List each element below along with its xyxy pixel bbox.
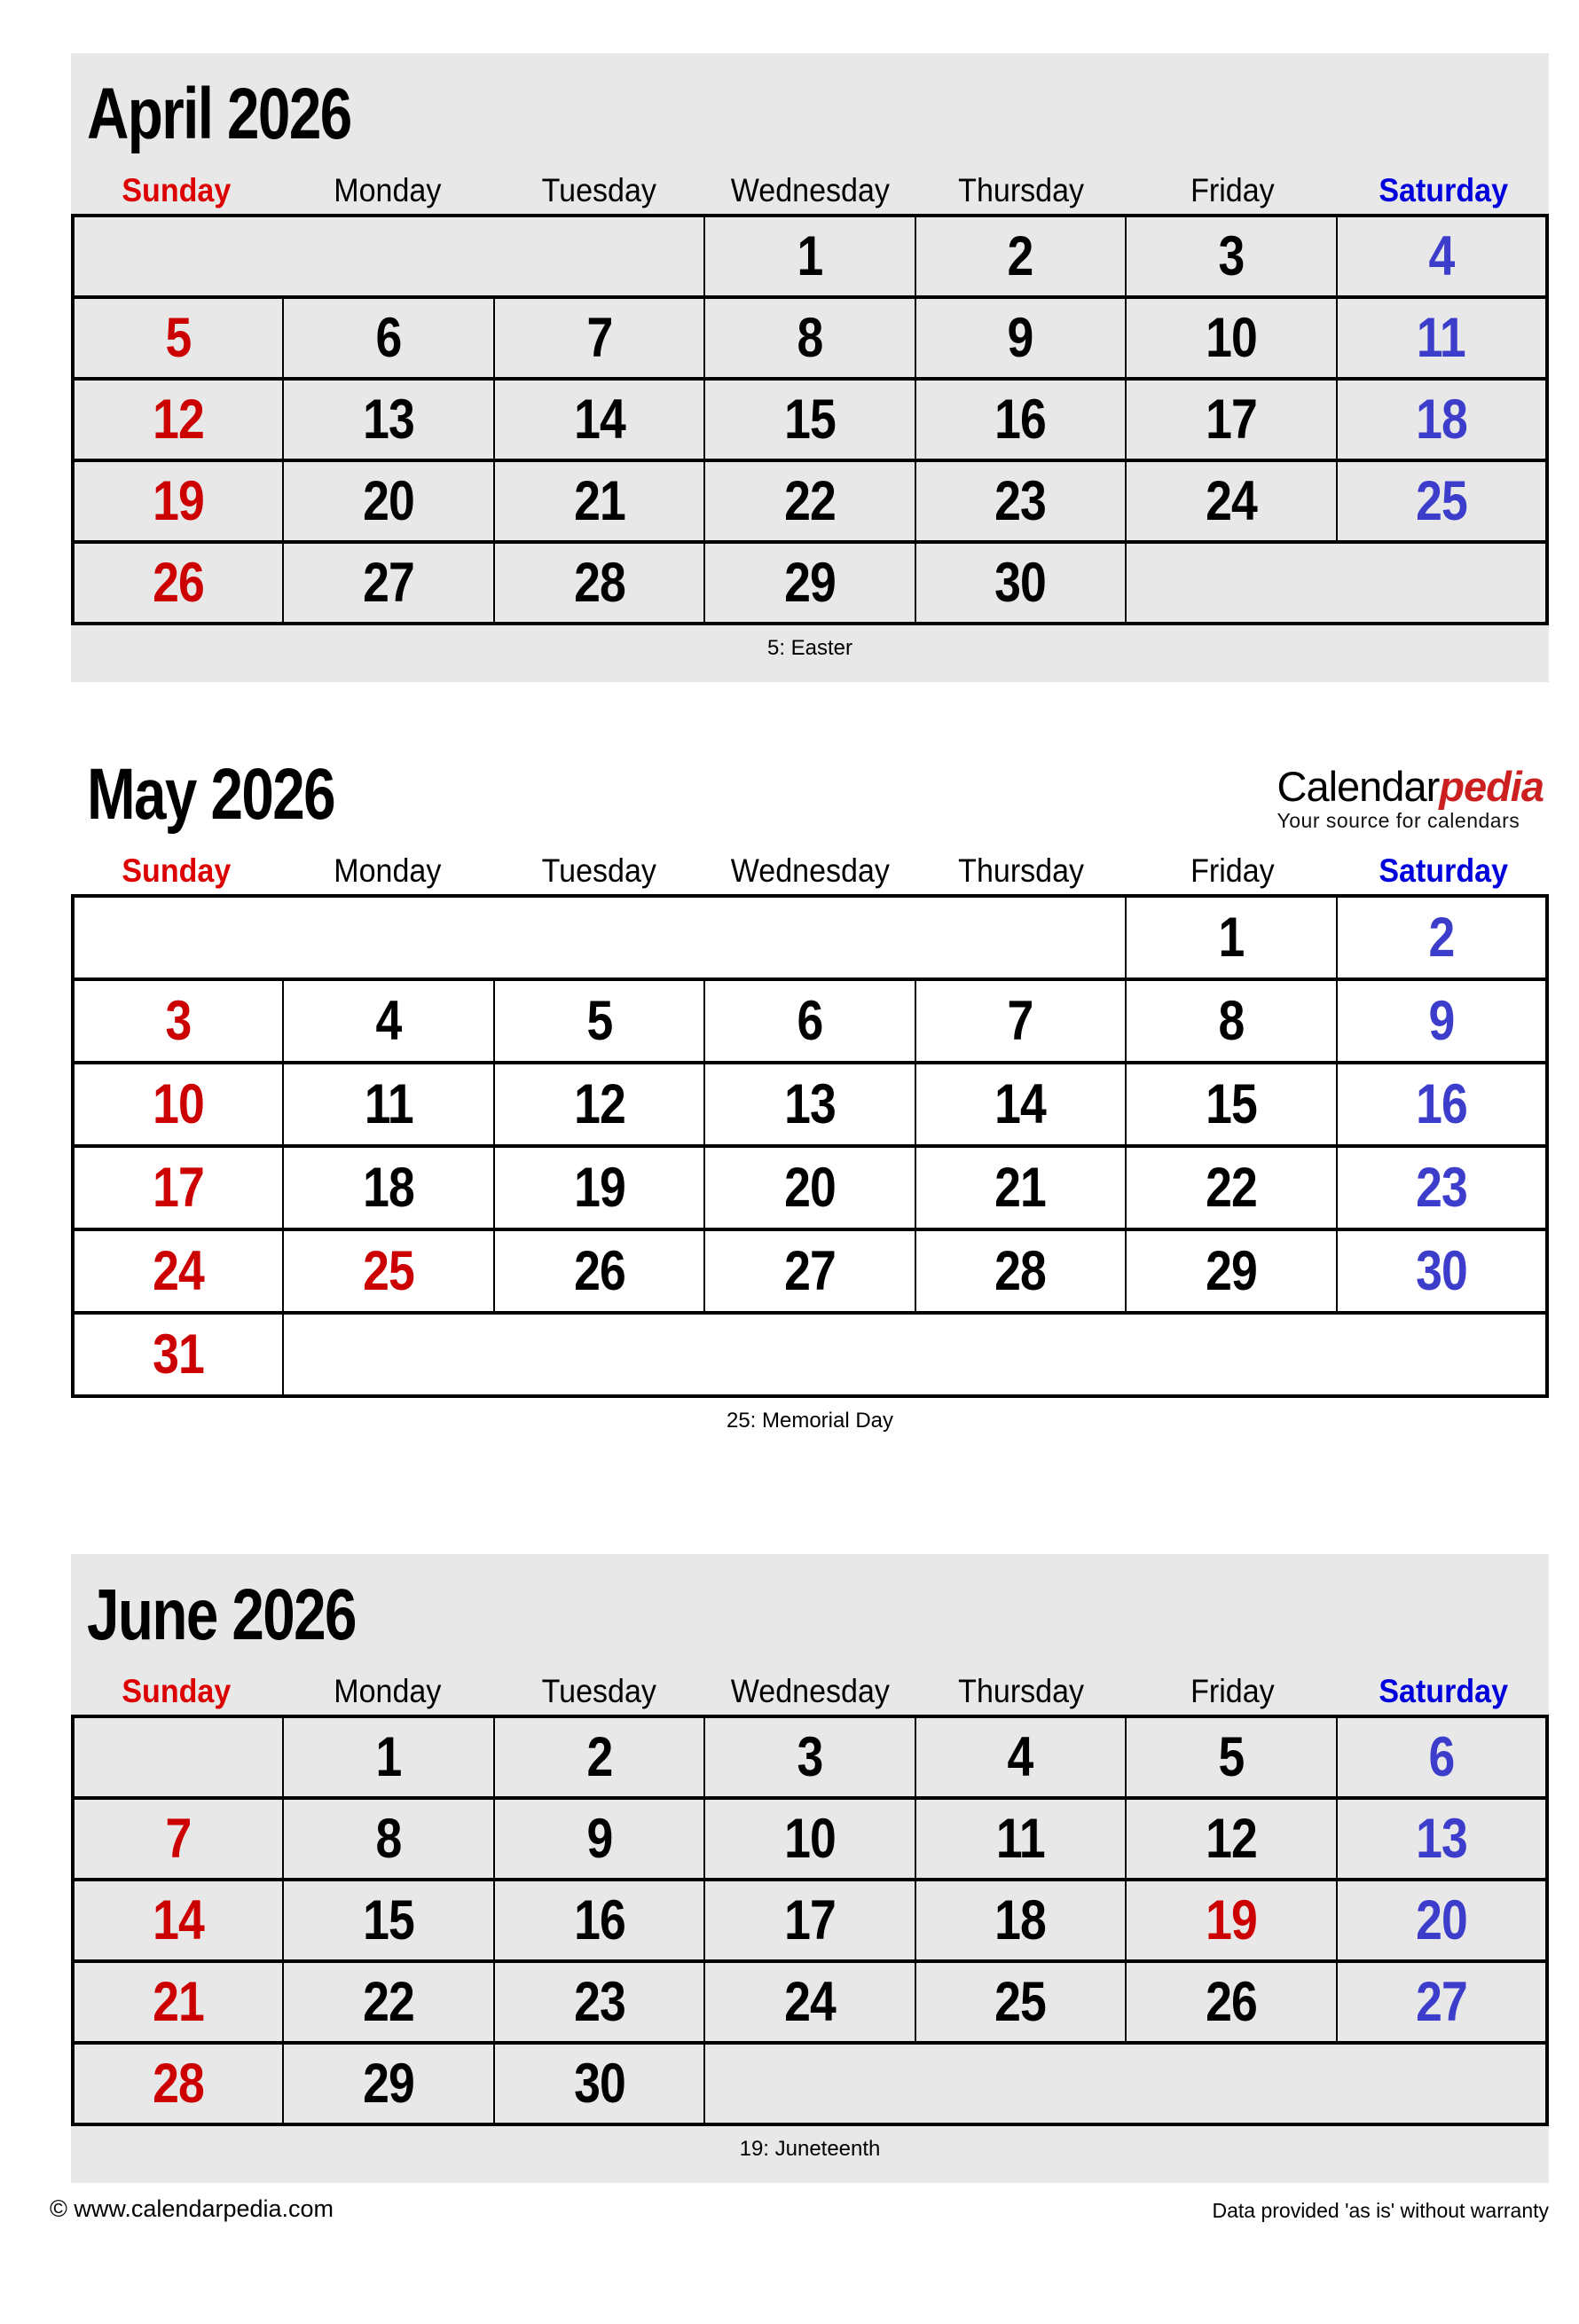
calendar-week-row [73,1146,1547,1229]
day-number: 17 [1205,388,1257,451]
calendar-day-cell [1337,1716,1547,1798]
calendar-day-cell [73,460,283,542]
calendar-week-row [73,1063,1547,1146]
calendar-day-cell [704,979,915,1063]
calendar-day-cell [73,1798,283,1880]
day-number: 12 [573,1072,625,1135]
calendar-day-cell [283,1961,493,2043]
calendar-day-cell [283,379,493,460]
page-footer [50,2195,1549,2223]
weekday-header-thursday: Thursday [958,852,1084,890]
calendar-day-cell [494,1716,704,1798]
calendar-day-cell [915,1880,1126,1961]
calendar-day-cell [73,1313,283,1396]
calendar-day-cell [915,979,1126,1063]
calendar-week-row [73,379,1547,460]
calendar-day-cell [1337,1961,1547,2043]
weekday-header-tuesday: Tuesday [541,1673,656,1710]
day-number: 31 [153,1323,205,1386]
day-number: 28 [573,551,625,614]
day-number: 20 [363,469,415,532]
calendar-day-cell [1337,1229,1547,1313]
empty-cell [73,896,1126,979]
weekday-header-thursday: Thursday [958,172,1084,209]
day-number: 9 [1428,989,1455,1052]
month-title-april: April 2026 [87,74,351,154]
holiday-note-may: 25: Memorial Day [726,1409,894,1433]
calendar-day-cell [704,1063,915,1146]
day-number: 1 [375,1725,402,1788]
calendar-day-cell [494,297,704,379]
day-number: 24 [153,1239,205,1302]
calendar-day-cell [283,542,493,624]
calendar-day-cell [73,297,283,379]
calendar-day-cell [915,1961,1126,2043]
weekday-header-saturday: Saturday [1379,1673,1508,1710]
weekday-header-row [71,174,1549,214]
day-number: 30 [994,551,1047,614]
day-number: 21 [153,1970,205,2033]
weekday-header-tuesday: Tuesday [541,852,656,890]
calendar-day-cell [73,1229,283,1313]
day-number: 8 [1218,989,1245,1052]
calendar-week-row [73,1880,1547,1961]
day-number: 18 [994,1888,1047,1951]
day-number: 14 [153,1888,205,1951]
day-number: 17 [153,1156,205,1219]
calendar-day-cell [494,1063,704,1146]
calendar-day-cell [73,2043,283,2124]
day-number: 10 [1205,306,1257,369]
day-number: 13 [784,1072,836,1135]
day-number: 11 [1417,306,1466,369]
day-number: 26 [153,551,205,614]
calendar-week-row [73,1716,1547,1798]
calendar-day-cell [1126,1716,1336,1798]
calendar-day-cell [1337,1880,1547,1961]
day-number: 27 [784,1239,836,1302]
day-number: 19 [153,469,205,532]
calendar-day-cell [915,216,1126,297]
calendar-day-cell [283,2043,493,2124]
day-number: 6 [1428,1725,1455,1788]
day-number: 2 [586,1725,613,1788]
calendar-grid-june [71,1715,1549,2126]
calendar-day-cell [1126,1229,1336,1313]
calendar-grid-april [71,214,1549,625]
calendar-day-cell [1337,1798,1547,1880]
calendar-day-cell [73,1961,283,2043]
month-panel-april [71,53,1549,682]
day-number: 23 [573,1970,625,2033]
month-panel-may [71,734,1549,1455]
day-number: 5 [1218,1725,1245,1788]
month-title-may: May 2026 [87,754,334,836]
day-number: 9 [586,1807,613,1870]
day-number: 28 [994,1239,1047,1302]
calendar-day-cell [1337,297,1547,379]
calendar-day-cell [1126,979,1336,1063]
day-number: 13 [1415,1807,1467,1870]
calendar-day-cell [494,1880,704,1961]
calendar-day-cell [704,460,915,542]
weekday-header-wednesday: Wednesday [730,1673,890,1710]
calendar-day-cell [1126,1961,1336,2043]
calendar-day-cell [1126,896,1336,979]
calendar-day-cell [704,542,915,624]
day-number: 16 [1415,1072,1467,1135]
calendar-day-cell [915,1229,1126,1313]
day-number: 28 [153,2052,205,2115]
day-number: 25 [363,1239,415,1302]
logo-tagline: Your source for calendars [1277,809,1520,833]
calendar-day-cell [283,1716,493,1798]
empty-cell [73,1716,283,1798]
calendar-day-cell [915,379,1126,460]
day-number: 29 [1205,1239,1257,1302]
day-number: 7 [1007,989,1033,1052]
day-number: 15 [363,1888,415,1951]
day-number: 29 [784,551,836,614]
day-number: 25 [994,1970,1047,2033]
weekday-header-friday: Friday [1190,172,1275,209]
calendar-day-cell [73,1146,283,1229]
calendar-day-cell [704,379,915,460]
day-number: 24 [784,1970,836,2033]
weekday-header-sunday: Sunday [122,172,232,209]
logo-wordmark: Calendarpedia [1277,763,1544,811]
calendar-day-cell [73,379,283,460]
calendar-day-cell [283,1880,493,1961]
calendar-day-cell [704,1880,915,1961]
month-title-june: June 2026 [87,1574,356,1656]
day-number: 2 [1007,224,1033,287]
day-number: 23 [994,469,1047,532]
calendar-week-row [73,979,1547,1063]
weekday-header-tuesday: Tuesday [541,172,656,209]
calendar-day-cell [1337,216,1547,297]
weekday-header-monday: Monday [334,852,442,890]
day-number: 16 [573,1888,625,1951]
calendar-day-cell [283,1229,493,1313]
weekday-header-wednesday: Wednesday [730,852,890,890]
weekday-header-monday: Monday [334,1673,442,1710]
day-number: 29 [363,2052,415,2115]
calendar-day-cell [704,1961,915,2043]
calendar-day-cell [494,1146,704,1229]
calendar-day-cell [1126,297,1336,379]
day-number: 14 [573,388,625,451]
day-number: 8 [797,306,823,369]
calendar-week-row [73,2043,1547,2124]
calendar-day-cell [915,1716,1126,1798]
footer-copyright-link[interactable]: © www.calendarpedia.com [50,2195,334,2223]
calendar-day-cell [73,1880,283,1961]
day-number: 10 [784,1807,836,1870]
day-number: 15 [784,388,836,451]
calendar-day-cell [1126,460,1336,542]
calendar-week-row [73,297,1547,379]
day-number: 19 [573,1156,625,1219]
calendar-day-cell [494,1798,704,1880]
calendar-week-row [73,1229,1547,1313]
day-number: 20 [784,1156,836,1219]
calendar-week-row [73,1313,1547,1396]
footer-disclaimer: Data provided 'as is' without warranty [1212,2199,1549,2223]
day-number: 11 [364,1072,413,1135]
weekday-header-friday: Friday [1190,852,1275,890]
weekday-header-thursday: Thursday [958,1673,1084,1710]
day-number: 30 [1415,1239,1467,1302]
holiday-note-june: 19: Juneteenth [739,2137,881,2162]
day-number: 23 [1415,1156,1467,1219]
calendar-day-cell [704,1798,915,1880]
calendar-day-cell [915,1063,1126,1146]
calendar-day-cell [283,1063,493,1146]
day-number: 3 [1218,224,1245,287]
day-number: 22 [1205,1156,1257,1219]
calendar-day-cell [494,1961,704,2043]
day-number: 30 [573,2052,625,2115]
weekday-header-row [71,1675,1549,1715]
calendar-day-cell [1337,896,1547,979]
calendar-day-cell [1337,460,1547,542]
day-number: 15 [1205,1072,1257,1135]
weekday-header-sunday: Sunday [122,852,232,890]
day-number: 11 [995,1807,1045,1870]
day-number: 6 [797,989,823,1052]
calendar-week-row [73,460,1547,542]
calendar-day-cell [915,1798,1126,1880]
calendar-day-cell [494,542,704,624]
day-number: 21 [573,469,625,532]
day-number: 18 [363,1156,415,1219]
calendar-week-row [73,1961,1547,2043]
calendar-day-cell [1337,1146,1547,1229]
weekday-header-saturday: Saturday [1379,172,1508,209]
calendar-day-cell [494,979,704,1063]
calendar-day-cell [283,460,493,542]
calendar-day-cell [704,1146,915,1229]
day-number: 3 [797,1725,823,1788]
empty-cell [73,216,704,297]
calendar-day-cell [1126,1798,1336,1880]
calendar-day-cell [704,1716,915,1798]
day-number: 17 [784,1888,836,1951]
day-number: 8 [375,1807,402,1870]
day-number: 7 [586,306,613,369]
calendar-grid-may [71,894,1549,1398]
day-number: 6 [375,306,402,369]
day-number: 3 [165,989,192,1052]
calendar-day-cell [1337,379,1547,460]
day-number: 5 [586,989,613,1052]
calendar-day-cell [704,297,915,379]
calendar-day-cell [283,979,493,1063]
calendar-day-cell [1126,1880,1336,1961]
day-number: 1 [1218,906,1245,969]
calendar-day-cell [494,1229,704,1313]
calendar-week-row [73,542,1547,624]
day-number: 22 [363,1970,415,2033]
weekday-header-sunday: Sunday [122,1673,232,1710]
empty-cell [1126,542,1547,624]
calendar-day-cell [915,460,1126,542]
day-number: 13 [363,388,415,451]
weekday-header-friday: Friday [1190,1673,1275,1710]
calendar-day-cell [73,542,283,624]
calendar-day-cell [704,216,915,297]
day-number: 25 [1415,469,1467,532]
day-number: 24 [1205,469,1257,532]
holiday-note-april: 5: Easter [766,636,853,661]
calendar-day-cell [73,1063,283,1146]
day-number: 4 [1007,1725,1033,1788]
day-number: 2 [1428,906,1455,969]
calendar-day-cell [1126,1063,1336,1146]
calendar-day-cell [283,1798,493,1880]
calendarpedia-logo[interactable] [1277,757,1546,833]
day-number: 10 [153,1072,205,1135]
weekday-header-wednesday: Wednesday [730,172,890,209]
day-number: 20 [1415,1888,1467,1951]
day-number: 9 [1007,306,1033,369]
day-number: 19 [1205,1888,1257,1951]
day-number: 12 [1205,1807,1257,1870]
empty-cell [704,2043,1547,2124]
calendar-day-cell [1126,216,1336,297]
day-number: 4 [375,989,402,1052]
day-number: 22 [784,469,836,532]
calendar-week-row [73,896,1547,979]
calendar-day-cell [494,2043,704,2124]
weekday-header-monday: Monday [334,172,442,209]
calendar-day-cell [915,297,1126,379]
calendar-day-cell [915,542,1126,624]
calendar-day-cell [494,460,704,542]
empty-cell [283,1313,1547,1396]
weekday-header-saturday: Saturday [1379,852,1508,890]
day-number: 21 [994,1156,1047,1219]
day-number: 16 [994,388,1047,451]
month-panel-june [71,1554,1549,2183]
day-number: 27 [363,551,415,614]
day-number: 26 [1205,1970,1257,2033]
day-number: 27 [1415,1970,1467,2033]
day-number: 26 [573,1239,625,1302]
day-number: 7 [165,1807,192,1870]
calendar-day-cell [1337,979,1547,1063]
calendar-day-cell [1126,379,1336,460]
calendar-day-cell [1126,1146,1336,1229]
day-number: 14 [994,1072,1047,1135]
day-number: 12 [153,388,205,451]
calendar-day-cell [494,379,704,460]
day-number: 4 [1428,224,1455,287]
day-number: 18 [1415,388,1467,451]
calendar-week-row [73,216,1547,297]
calendar-day-cell [73,979,283,1063]
weekday-header-row [71,854,1549,894]
calendar-day-cell [283,297,493,379]
calendar-day-cell [915,1146,1126,1229]
calendar-week-row [73,1798,1547,1880]
day-number: 1 [797,224,823,287]
calendar-day-cell [704,1229,915,1313]
calendar-day-cell [1337,1063,1547,1146]
day-number: 5 [165,306,192,369]
calendar-day-cell [283,1146,493,1229]
